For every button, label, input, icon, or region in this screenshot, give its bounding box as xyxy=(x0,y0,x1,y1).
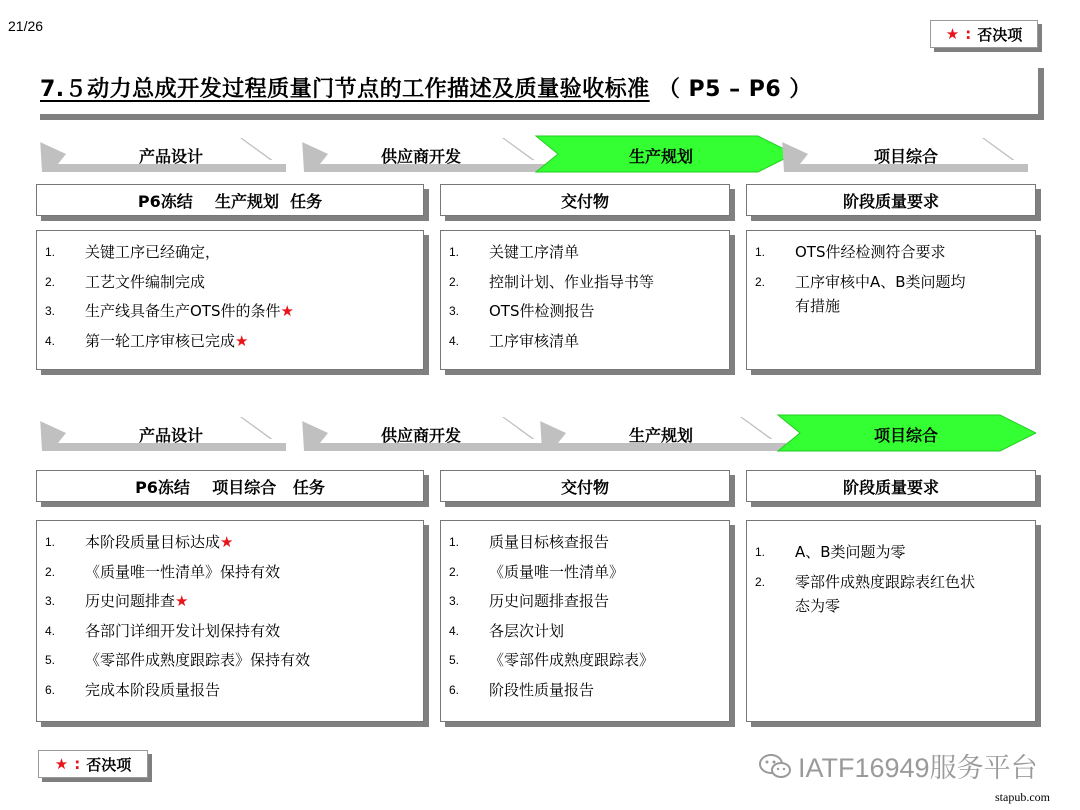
item-number: 6. xyxy=(45,682,56,697)
list-item xyxy=(37,678,423,702)
item-number: 3. xyxy=(45,304,56,318)
list-item xyxy=(37,329,423,353)
page-number: 21/26 xyxy=(8,18,44,34)
item-text: 各层次计划 xyxy=(489,621,565,640)
star-icon: ★ xyxy=(54,755,69,773)
column-body-quality xyxy=(746,230,1036,370)
column-header-deliverables xyxy=(440,184,730,216)
title-bar xyxy=(34,62,1038,114)
item-number: 6. xyxy=(449,682,460,697)
process-flow-1 xyxy=(36,134,1036,174)
list-item xyxy=(37,619,423,643)
stage-label: 项目综合 xyxy=(873,426,938,445)
item-number: 3. xyxy=(449,594,460,608)
star-icon: ★ xyxy=(280,302,294,320)
list-item xyxy=(441,619,729,643)
item-number: 4. xyxy=(45,623,56,638)
item-number: 2. xyxy=(449,564,460,579)
item-number: 1. xyxy=(449,535,460,549)
list-item xyxy=(37,270,423,294)
item-number: 2. xyxy=(45,564,56,579)
item-text: 历史问题排查 xyxy=(85,592,176,610)
item-number: 1. xyxy=(755,545,766,559)
column-header-text: 阶段质量要求 xyxy=(842,191,939,211)
item-number: 1. xyxy=(45,535,56,549)
item-list xyxy=(37,521,423,702)
legend-separator: : xyxy=(965,25,972,43)
list-item xyxy=(441,329,729,353)
legend-label: 否决项 xyxy=(86,755,132,774)
item-number: 1. xyxy=(755,245,766,259)
page-title-main: 7.５动力总成开发过程质量门节点的工作描述及质量验收标准 xyxy=(40,77,650,102)
item-text: 各部门详细开发计划保持有效 xyxy=(85,621,281,640)
column-body-quality xyxy=(746,520,1036,722)
item-number: 3. xyxy=(449,304,460,318)
column-header-deliverables xyxy=(440,470,730,502)
list-item xyxy=(37,589,423,613)
stage-label: 供应商开发 xyxy=(380,147,461,166)
item-number: 5. xyxy=(45,653,56,667)
item-text: 生产线具备生产OTS件的条件 xyxy=(85,302,281,320)
stage-label: 生产规划 xyxy=(628,426,693,445)
item-number: 2. xyxy=(755,274,766,289)
list-item xyxy=(37,648,423,672)
item-text: 阶段性质量报告 xyxy=(489,680,595,699)
item-number: 3. xyxy=(45,594,56,608)
column-header-text: 阶段质量要求 xyxy=(842,477,939,497)
column-body-deliverables xyxy=(440,230,730,370)
page-title-suffix: （ P5 – P6 ） xyxy=(657,77,812,102)
item-number: 4. xyxy=(45,333,56,348)
list-item xyxy=(441,270,729,294)
item-text: 第一轮工序审核已完成 xyxy=(85,331,236,350)
process-flow-2 xyxy=(36,413,1036,453)
list-item xyxy=(37,530,423,554)
list-item xyxy=(441,678,729,702)
column-header-tasks xyxy=(36,184,424,216)
legend-top xyxy=(930,20,1038,48)
star-icon: ★ xyxy=(220,533,234,551)
legend-bottom xyxy=(38,750,148,778)
column-body-tasks xyxy=(36,230,424,370)
item-text: 关键工序清单 xyxy=(489,243,580,261)
star-icon: ★ xyxy=(235,331,249,350)
item-number: 2. xyxy=(755,574,766,589)
column-header-text: 交付物 xyxy=(560,191,609,211)
list-item xyxy=(37,560,423,584)
legend-separator: : xyxy=(74,755,81,773)
item-text: 零部件成熟度跟踪表红色状态为零 xyxy=(795,572,976,615)
item-text: 《零部件成熟度跟踪表》保持有效 xyxy=(85,651,311,669)
list-item xyxy=(747,240,977,264)
item-text: 质量目标核查报告 xyxy=(489,533,610,551)
column-header-quality xyxy=(746,184,1036,216)
list-item xyxy=(441,589,729,613)
column-header-text: P6冻结 生产规划 任务 xyxy=(137,191,323,211)
list-item xyxy=(441,299,729,323)
item-list xyxy=(747,231,1035,318)
column-header-tasks xyxy=(36,470,424,502)
item-number: 5. xyxy=(449,653,460,667)
list-item xyxy=(747,270,977,318)
item-text: 完成本阶段质量报告 xyxy=(85,680,221,699)
list-item xyxy=(747,540,977,564)
item-text: 本阶段质量目标达成 xyxy=(85,533,221,551)
item-number: 4. xyxy=(449,623,460,638)
watermark xyxy=(758,746,1038,785)
item-text: 《零部件成熟度跟踪表》 xyxy=(489,651,655,669)
item-number: 1. xyxy=(45,245,56,259)
list-item xyxy=(747,570,977,618)
stage-label: 项目综合 xyxy=(873,147,938,166)
list-item xyxy=(37,240,423,264)
stage-label: 生产规划 xyxy=(628,147,693,166)
item-text: A、B类问题为零 xyxy=(795,543,906,561)
item-list xyxy=(37,231,423,353)
item-text: 工艺文件编制完成 xyxy=(85,272,206,291)
column-header-quality xyxy=(746,470,1036,502)
stage-label: 产品设计 xyxy=(138,147,203,166)
stage-label: 供应商开发 xyxy=(380,426,461,445)
item-list xyxy=(441,231,729,353)
list-item xyxy=(37,299,423,323)
stage-label: 产品设计 xyxy=(138,426,203,445)
item-text: 工序审核清单 xyxy=(489,331,580,350)
item-number: 4. xyxy=(449,333,460,348)
watermark-text: IATF16949服务平台 xyxy=(798,753,1038,783)
item-text: 关键工序已经确定， xyxy=(85,243,221,261)
star-icon: ★ xyxy=(945,25,960,43)
item-text: 工序审核中A、B类问题均有措施 xyxy=(795,272,966,315)
item-text: 《质量唯一性清单》 xyxy=(489,562,625,581)
column-header-text: 交付物 xyxy=(560,477,609,497)
list-item xyxy=(441,240,729,264)
item-number: 1. xyxy=(449,245,460,259)
item-number: 2. xyxy=(449,274,460,289)
list-item xyxy=(441,648,729,672)
column-body-tasks xyxy=(36,520,424,722)
wechat-icon xyxy=(758,752,792,780)
column-header-text: P6冻结 项目综合 任务 xyxy=(135,477,325,497)
list-item xyxy=(441,530,729,554)
item-text: 历史问题排查报告 xyxy=(489,592,610,610)
item-text: OTS件检测报告 xyxy=(489,302,595,320)
page-title xyxy=(40,72,812,103)
column-body-deliverables xyxy=(440,520,730,722)
list-item xyxy=(441,560,729,584)
site-name: stapub.com xyxy=(995,790,1050,804)
item-text: 《质量唯一性清单》保持有效 xyxy=(85,562,281,581)
item-list xyxy=(747,521,1035,618)
item-text: 控制计划、作业指导书等 xyxy=(489,272,655,291)
item-number: 2. xyxy=(45,274,56,289)
star-icon: ★ xyxy=(175,592,189,610)
item-text: OTS件经检测符合要求 xyxy=(795,243,946,261)
item-list xyxy=(441,521,729,702)
legend-label: 否决项 xyxy=(977,25,1023,44)
